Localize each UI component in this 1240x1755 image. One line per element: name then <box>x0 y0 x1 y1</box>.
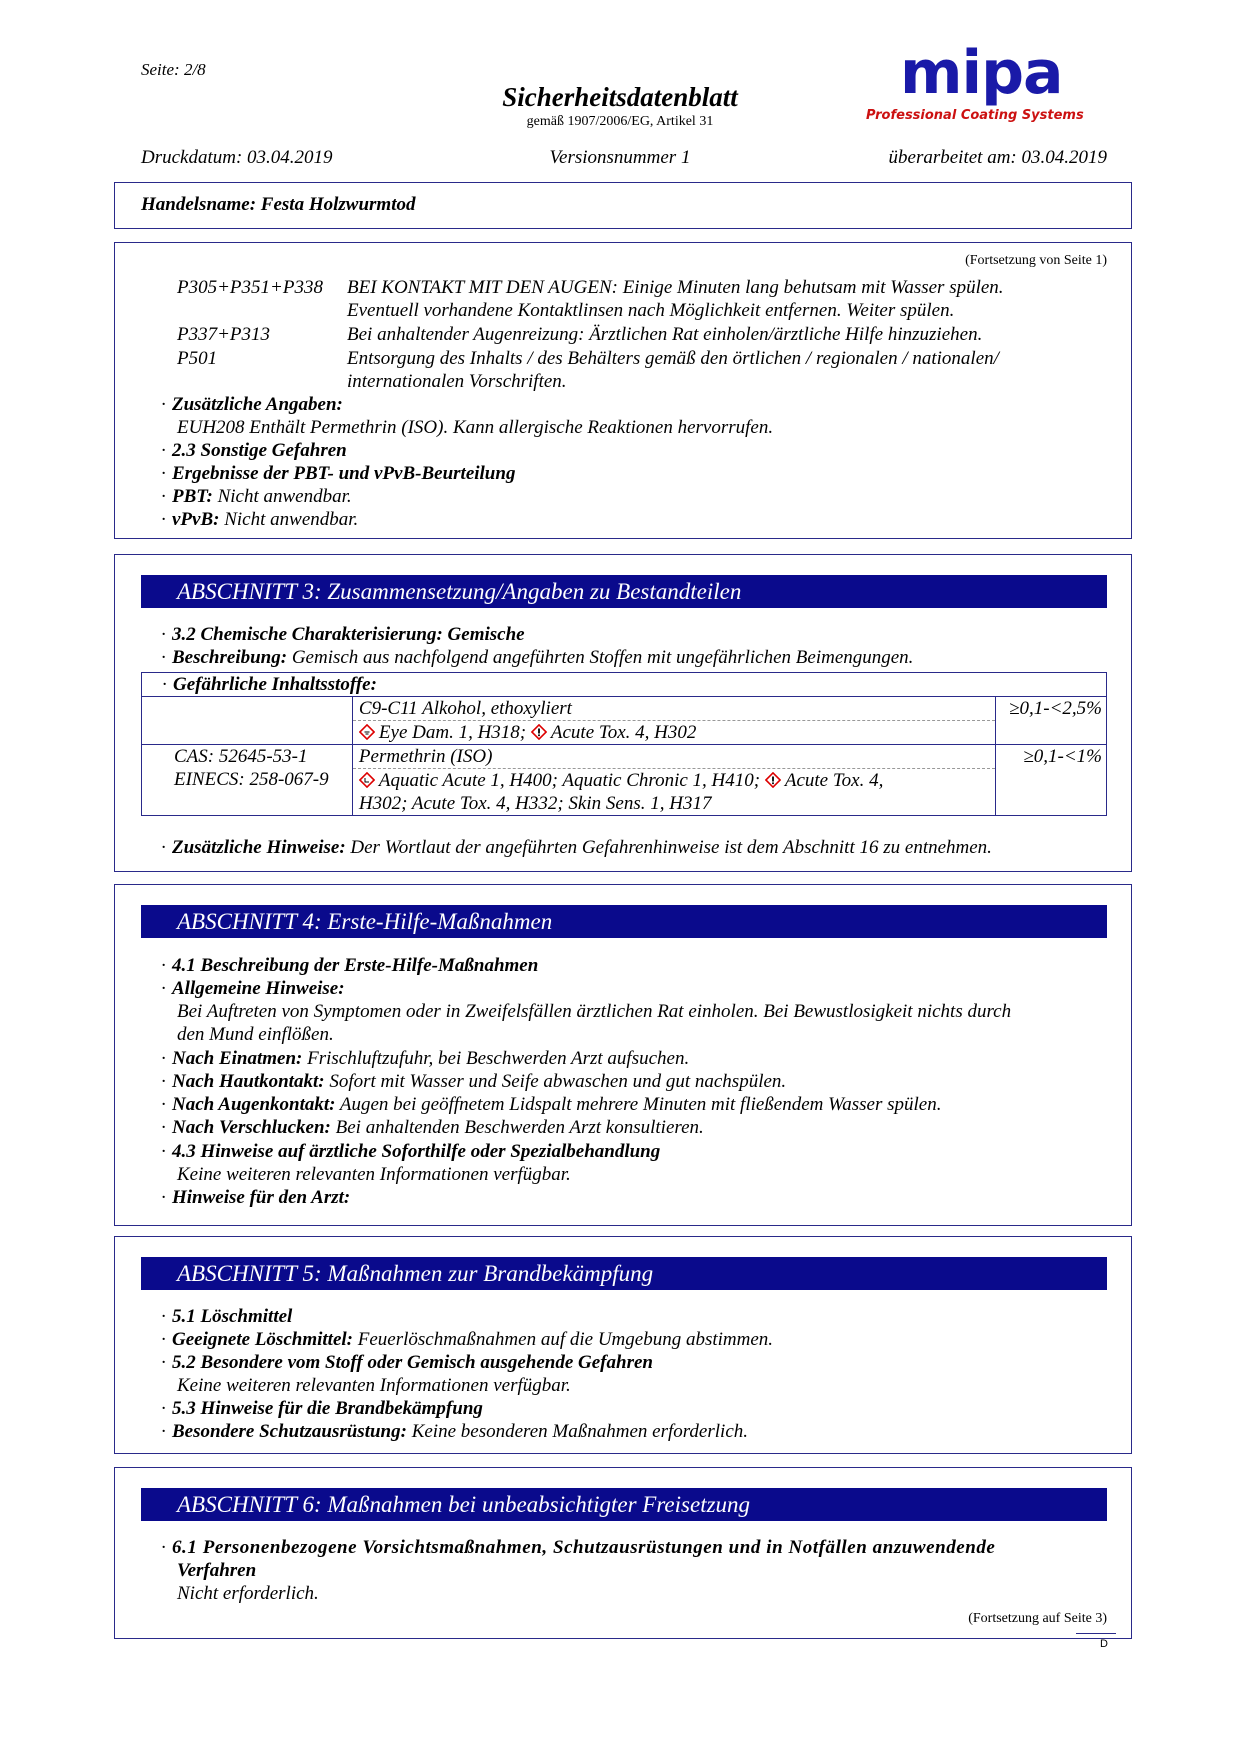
p-code: P337+P313 <box>177 324 271 345</box>
general-notes: · Allgemeine Hinweise: <box>161 978 345 999</box>
ghs09-environment-icon <box>359 772 375 788</box>
other-hazards: · 2.3 Sonstige Gefahren <box>161 440 347 461</box>
pbt: · PBT: Nicht anwendbar. <box>161 486 352 507</box>
description: · Beschreibung: Gemisch aus nachfolgend angeführten Stoffen mit ungefährlichen Beimengungen. <box>161 647 914 668</box>
p-text: BEI KONTAKT MIT DEN AUGEN: Einige Minuten lang behutsam mit Wasser spülen. <box>347 277 1004 298</box>
notes-for-doctor: · Hinweise für den Arzt: <box>161 1187 351 1208</box>
firefighting-advice: · 5.3 Hinweise für die Brandbekämpfung <box>161 1398 483 1419</box>
special-hazards-text: Keine weiteren relevanten Informationen verfügbar. <box>177 1375 571 1396</box>
p-code: P305+P351+P338 <box>177 277 323 298</box>
table-row <box>142 697 1107 745</box>
section-4 <box>114 884 1132 1226</box>
section-3-heading: ABSCHNITT 3: Zusammensetzung/Angaben zu Bestandteilen <box>141 575 1107 608</box>
section-2-continuation <box>114 242 1132 539</box>
concentration-range: ≥0,1-<1% <box>995 745 1106 816</box>
general-notes-text: den Mund einflößen. <box>177 1024 334 1045</box>
hazardous-label: · Gefährliche Inhaltsstoffe: <box>142 673 1107 697</box>
ingredient-ids <box>142 745 353 816</box>
personal-precautions-cont: Verfahren <box>177 1560 257 1581</box>
einecs-number: EINECS: 258-067-9 <box>174 769 329 790</box>
medical-attention: · 4.3 Hinweise auf ärztliche Soforthilfe oder Spezialbehandlung <box>161 1141 661 1162</box>
section-4-heading: ABSCHNITT 4: Erste-Hilfe-Maßnahmen <box>141 905 1107 938</box>
print-date: Druckdatum: 03.04.2019 <box>141 147 333 168</box>
table-row <box>142 745 1107 816</box>
logo-tagline: Professional Coating Systems <box>866 108 1084 123</box>
revision-date: überarbeitet am: 03.04.2019 <box>888 147 1107 168</box>
protective-equipment: · Besondere Schutzausrüstung: Keine besonderen Maßnahmen erforderlich. <box>161 1421 748 1442</box>
footer-mark: D <box>1100 1638 1108 1650</box>
continuation-top: (Fortsetzung von Seite 1) <box>965 253 1107 268</box>
trade-name: Handelsname: Festa Holzwurmtod <box>141 194 416 215</box>
ingredient-classification: Eye Dam. 1, H318; Acute Tox. 4, H302 <box>353 720 995 744</box>
section-5 <box>114 1236 1132 1454</box>
document-subtitle: gemäß 1907/2006/EG, Artikel 31 <box>526 114 714 129</box>
pbt-assessment: · Ergebnisse der PBT- und vPvB-Beurteilung <box>161 463 516 484</box>
ingredient-name: C9-C11 Alkohol, ethoxyliert <box>358 698 572 719</box>
ingredient-classification: Aquatic Acute 1, H400; Aquatic Chronic 1, H410; Acute Tox. 4, H302; Acute Tox. 4, H332; Skin Sens. 1, H317 <box>353 768 995 815</box>
document-title: Sicherheitsdatenblatt <box>502 82 738 112</box>
personal-precautions: · 6.1 Personenbezogene Vorsichtsmaßnahmen, Schutzausrüstungen und in Notfällen anzuwendende <box>161 1537 996 1558</box>
after-inhalation: · Nach Einatmen: Frischluftzufuhr, bei Beschwerden Arzt aufsuchen. <box>161 1048 690 1069</box>
general-notes-text: Bei Auftreten von Symptomen oder in Zweifelsfällen ärztlichen Rat einholen. Bei Bewustlosigkeit nichts durch <box>177 1001 1012 1022</box>
hazardous-ingredients-table <box>141 672 1107 816</box>
footer-rule <box>1076 1633 1116 1634</box>
logo-wordmark: mipa <box>900 38 1063 108</box>
after-eye-contact: · Nach Augenkontakt: Augen bei geöffnetem Lidspalt mehrere Minuten mit fließendem Wasser spülen. <box>161 1094 942 1115</box>
section-5-heading: ABSCHNITT 5: Maßnahmen zur Brandbekämpfung <box>141 1257 1107 1290</box>
p-text: Eventuell vorhandene Kontaktlinsen nach Möglichkeit entfernen. Weiter spülen. <box>347 300 955 321</box>
section-3 <box>114 554 1132 872</box>
ingredient-details <box>352 697 995 745</box>
suitable-extinguishing-media: · Geeignete Löschmittel: Feuerlöschmaßnahmen auf die Umgebung abstimmen. <box>161 1329 774 1350</box>
special-hazards: · 5.2 Besondere vom Stoff oder Gemisch ausgehende Gefahren <box>161 1352 653 1373</box>
extinguishing-media: · 5.1 Löschmittel <box>161 1306 293 1327</box>
ingredient-ids <box>142 697 353 745</box>
after-swallowing: · Nach Verschlucken: Bei anhaltenden Beschwerden Arzt konsultieren. <box>161 1117 704 1138</box>
continuation-bottom: (Fortsetzung auf Seite 3) <box>968 1611 1107 1626</box>
personal-precautions-text: Nicht erforderlich. <box>177 1583 319 1604</box>
trade-name-box <box>114 182 1132 229</box>
section-6-heading: ABSCHNITT 6: Maßnahmen bei unbeabsichtigter Freisetzung <box>141 1488 1107 1521</box>
cas-number: CAS: 52645-53-1 <box>174 746 308 767</box>
after-skin-contact: · Nach Hautkontakt: Sofort mit Wasser und Seife abwaschen und gut nachspülen. <box>161 1071 787 1092</box>
medical-attention-text: Keine weiteren relevanten Informationen verfügbar. <box>177 1164 571 1185</box>
ingredient-name: Permethrin (ISO) <box>358 746 493 767</box>
concentration-range: ≥0,1-<2,5% <box>995 697 1106 745</box>
first-aid-description: · 4.1 Beschreibung der Erste-Hilfe-Maßnahmen <box>161 955 539 976</box>
additional-info-text: EUH208 Enthält Permethrin (ISO). Kann allergische Reaktionen hervorrufen. <box>177 417 774 438</box>
p-text: internationalen Vorschriften. <box>347 371 567 392</box>
ghs07-exclamation-icon <box>765 772 781 788</box>
ghs07-exclamation-icon <box>531 724 547 740</box>
version-number: Versionsnummer 1 <box>549 147 691 168</box>
mipa-logo <box>860 38 1110 124</box>
additional-info: · Zusätzliche Angaben: <box>161 394 343 415</box>
ingredient-classification-cont: H302; Acute Tox. 4, H332; Skin Sens. 1, H317 <box>358 793 712 814</box>
section-6 <box>114 1467 1132 1639</box>
chemical-characterisation: · 3.2 Chemische Charakterisierung: Gemische <box>161 624 525 645</box>
ingredient-details <box>352 745 995 816</box>
p-code: P501 <box>177 348 218 369</box>
p-text: Bei anhaltender Augenreizung: Ärztlichen Rat einholen/ärztliche Hilfe hinzuziehen. <box>347 324 983 345</box>
p-text: Entsorgung des Inhalts / des Behälters gemäß den örtlichen / regionalen / nationalen/ <box>347 348 999 369</box>
vpvb: · vPvB: Nicht anwendbar. <box>161 509 359 530</box>
page-number: Seite: 2/8 <box>141 60 206 79</box>
additional-notes: · Zusätzliche Hinweise: Der Wortlaut der angeführten Gefahrenhinweise ist dem Abschnitt 16 zu entnehmen. <box>161 837 992 858</box>
ghs05-corrosive-icon <box>359 724 375 740</box>
